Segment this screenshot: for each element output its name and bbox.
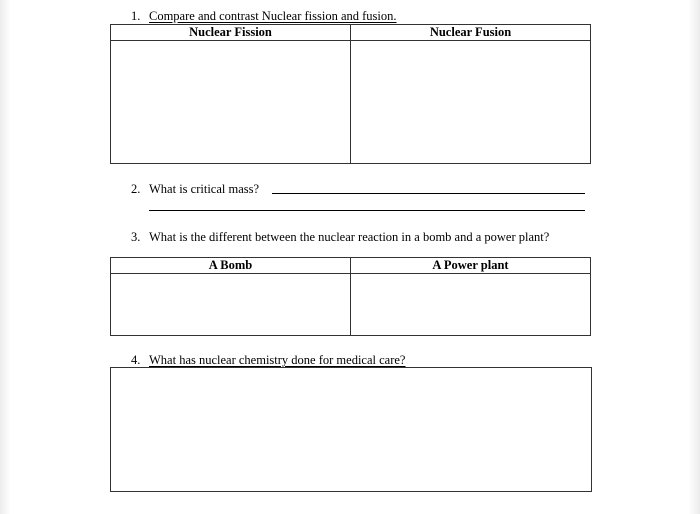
question-1-number: 1. — [131, 9, 141, 23]
critical-mass-answer-line-2[interactable] — [149, 210, 585, 211]
question-4-number: 4. — [131, 353, 141, 367]
question-2-number: 2. — [131, 182, 141, 196]
bomb-header: A Bomb — [111, 258, 351, 274]
fusion-header: Nuclear Fusion — [351, 25, 591, 41]
question-4 — [131, 353, 405, 367]
critical-mass-answer-line-1[interactable] — [272, 193, 585, 194]
page-edge-shadow-right — [688, 0, 700, 514]
question-1 — [131, 9, 397, 23]
medical-care-answer-box[interactable] — [110, 367, 592, 492]
question-2 — [131, 182, 259, 196]
bomb-power-plant-table — [110, 257, 591, 336]
question-3 — [131, 230, 549, 244]
bomb-answer-cell[interactable] — [111, 274, 351, 336]
fission-fusion-table — [110, 24, 591, 164]
power-plant-answer-cell[interactable] — [351, 274, 591, 336]
question-3-number: 3. — [131, 230, 141, 244]
page-edge-shadow-left — [0, 0, 10, 514]
question-2-text: What is critical mass? — [149, 182, 260, 196]
question-4-text: What has nuclear chemistry done for medical care? — [149, 353, 406, 367]
fission-answer-cell[interactable] — [111, 41, 351, 164]
power-plant-header: A Power plant — [351, 258, 591, 274]
question-1-text: Compare and contrast Nuclear fission and fusion. — [149, 9, 397, 23]
fission-header: Nuclear Fission — [111, 25, 351, 41]
question-3-text: What is the different between the nuclear reaction in a bomb and a power plant? — [149, 230, 550, 244]
fusion-answer-cell[interactable] — [351, 41, 591, 164]
